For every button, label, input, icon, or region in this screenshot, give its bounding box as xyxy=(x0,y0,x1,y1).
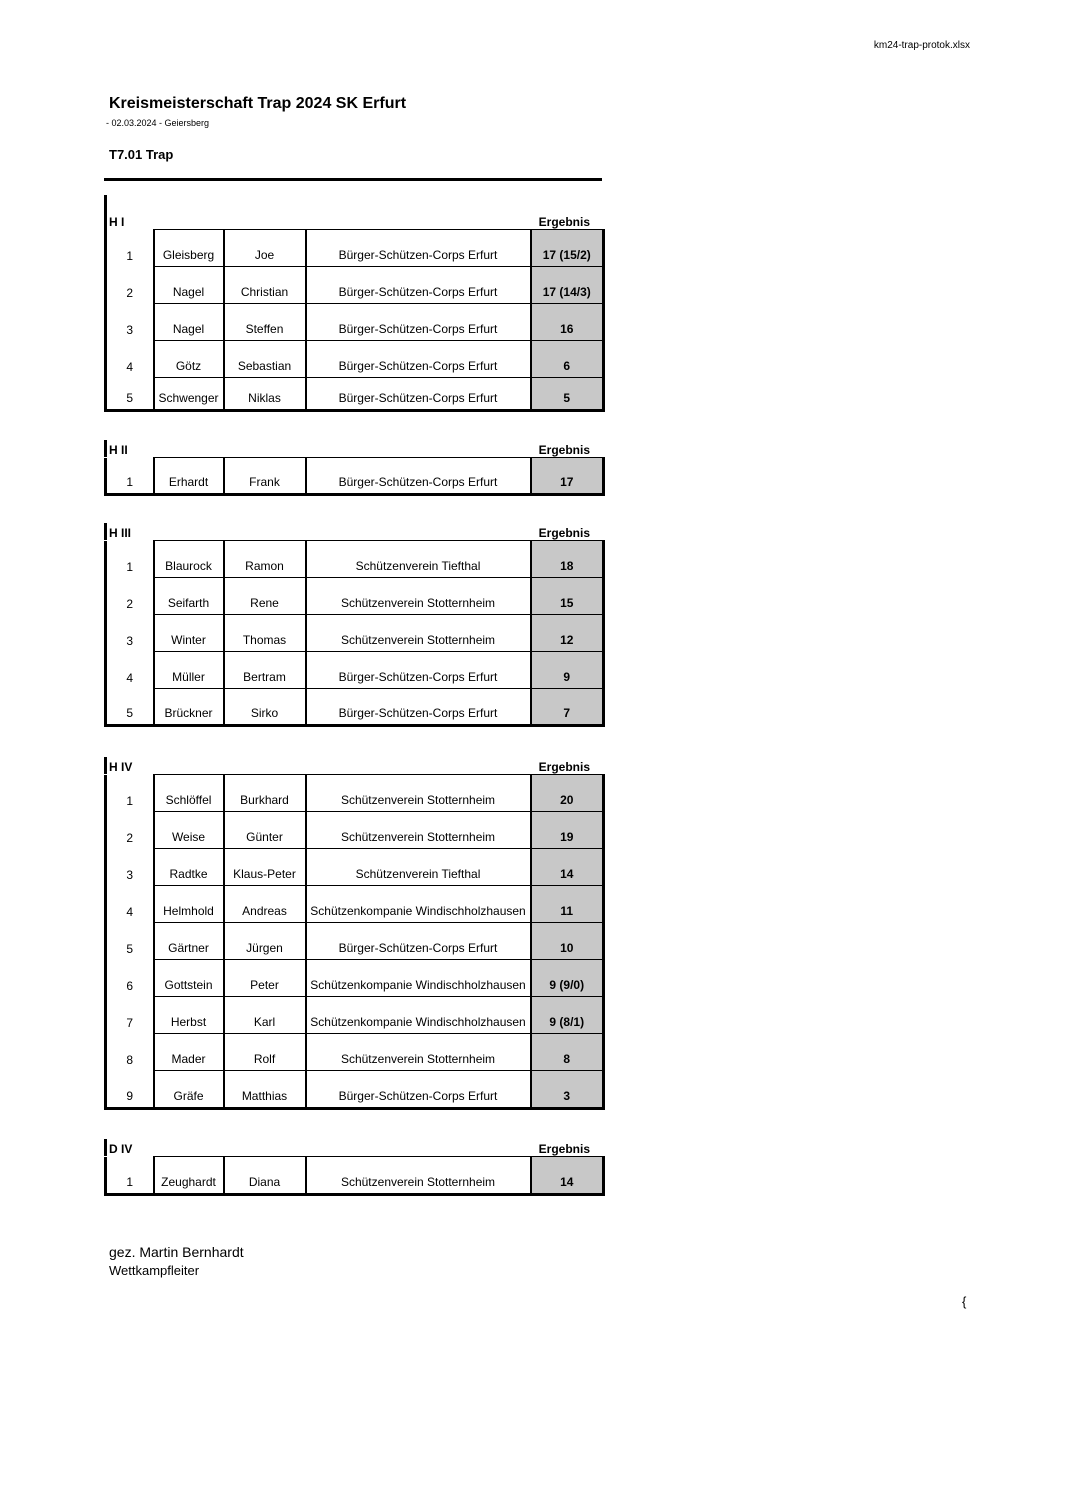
group-label: H IV xyxy=(109,760,133,774)
result-table xyxy=(104,774,605,1110)
result-group xyxy=(104,212,602,412)
table-row xyxy=(106,230,604,267)
rank-cell: 5 xyxy=(106,378,154,411)
group-label: H I xyxy=(109,215,125,229)
last-name-cell: Brückner xyxy=(154,689,224,726)
result-cell: 5 xyxy=(531,378,604,411)
club-cell: Bürger-Schützen-Corps Erfurt xyxy=(306,652,531,689)
group-label: D IV xyxy=(109,1142,133,1156)
result-column-header: Ergebnis xyxy=(538,215,590,229)
first-name-cell: Matthias xyxy=(224,1071,306,1109)
last-name-cell: Winter xyxy=(154,615,224,652)
result-cell: 18 xyxy=(531,541,604,578)
club-cell: Bürger-Schützen-Corps Erfurt xyxy=(306,304,531,341)
table-row xyxy=(106,267,604,304)
table-row xyxy=(106,997,604,1034)
result-cell: 8 xyxy=(531,1034,604,1071)
rank-cell: 4 xyxy=(106,886,154,923)
rank-cell: 3 xyxy=(106,849,154,886)
first-name-cell: Sirko xyxy=(224,689,306,726)
result-cell: 14 xyxy=(531,849,604,886)
first-name-cell: Klaus-Peter xyxy=(224,849,306,886)
result-cell: 19 xyxy=(531,812,604,849)
result-cell: 17 (14/3) xyxy=(531,267,604,304)
group-header-bar xyxy=(104,757,107,774)
club-cell: Schützenverein Stotternheim xyxy=(306,1034,531,1071)
last-name-cell: Zeughardt xyxy=(154,1157,224,1195)
club-cell: Bürger-Schützen-Corps Erfurt xyxy=(306,378,531,411)
last-name-cell: Schwenger xyxy=(154,378,224,411)
rank-cell: 2 xyxy=(106,578,154,615)
club-cell: Schützenverein Tiefthal xyxy=(306,849,531,886)
table-row xyxy=(106,960,604,997)
table-row xyxy=(106,923,604,960)
result-cell: 15 xyxy=(531,578,604,615)
last-name-cell: Schlöffel xyxy=(154,775,224,812)
last-name-cell: Weise xyxy=(154,812,224,849)
club-cell: Bürger-Schützen-Corps Erfurt xyxy=(306,689,531,726)
result-group xyxy=(104,523,602,727)
table-row xyxy=(106,1071,604,1109)
rank-cell: 2 xyxy=(106,812,154,849)
last-name-cell: Seifarth xyxy=(154,578,224,615)
rank-cell: 1 xyxy=(106,458,154,495)
signer-name: gez. Martin Bernhardt xyxy=(109,1244,244,1260)
last-name-cell: Gärtner xyxy=(154,923,224,960)
first-name-cell: Peter xyxy=(224,960,306,997)
rank-cell: 4 xyxy=(106,341,154,378)
table-row xyxy=(106,689,604,726)
rank-cell: 8 xyxy=(106,1034,154,1071)
club-cell: Schützenverein Tiefthal xyxy=(306,541,531,578)
group-label: H III xyxy=(109,526,132,540)
signer-role: Wettkampfleiter xyxy=(109,1263,200,1278)
rank-cell: 1 xyxy=(106,1157,154,1195)
result-cell: 9 (8/1) xyxy=(531,997,604,1034)
result-cell: 10 xyxy=(531,923,604,960)
group-label: H II xyxy=(109,443,128,457)
last-name-cell: Nagel xyxy=(154,304,224,341)
rank-cell: 3 xyxy=(106,615,154,652)
first-name-cell: Rene xyxy=(224,578,306,615)
discipline-title: T7.01 Trap xyxy=(109,147,174,162)
club-cell: Schützenverein Stotternheim xyxy=(306,775,531,812)
document-title: Kreismeisterschaft Trap 2024 SK Erfurt xyxy=(109,95,407,112)
result-column-header: Ergebnis xyxy=(538,443,590,457)
result-column-header: Ergebnis xyxy=(538,1142,590,1156)
first-name-cell: Bertram xyxy=(224,652,306,689)
rank-cell: 2 xyxy=(106,267,154,304)
result-column-header: Ergebnis xyxy=(538,760,590,774)
result-cell: 12 xyxy=(531,615,604,652)
first-name-cell: Diana xyxy=(224,1157,306,1195)
table-row xyxy=(106,1034,604,1071)
group-header xyxy=(104,523,602,540)
club-cell: Schützenverein Stotternheim xyxy=(306,1157,531,1195)
first-name-cell: Andreas xyxy=(224,886,306,923)
last-name-cell: Blaurock xyxy=(154,541,224,578)
first-name-cell: Ramon xyxy=(224,541,306,578)
result-table xyxy=(104,229,605,412)
rank-cell: 4 xyxy=(106,652,154,689)
result-cell: 9 (9/0) xyxy=(531,960,604,997)
group-header-bar xyxy=(104,440,107,457)
last-name-cell: Gleisberg xyxy=(154,230,224,267)
last-name-cell: Götz xyxy=(154,341,224,378)
club-cell: Bürger-Schützen-Corps Erfurt xyxy=(306,341,531,378)
group-header xyxy=(104,757,602,774)
table-row xyxy=(106,378,604,411)
rank-cell: 1 xyxy=(106,541,154,578)
rank-cell: 5 xyxy=(106,689,154,726)
group-header-bar xyxy=(104,212,107,229)
file-name: km24-trap-protok.xlsx xyxy=(873,40,970,51)
table-row xyxy=(106,849,604,886)
table-row xyxy=(106,775,604,812)
first-name-cell: Frank xyxy=(224,458,306,495)
result-group xyxy=(104,757,602,1110)
table-row xyxy=(106,458,604,495)
first-name-cell: Sebastian xyxy=(224,341,306,378)
result-group xyxy=(104,1139,602,1196)
first-name-cell: Niklas xyxy=(224,378,306,411)
rank-cell: 7 xyxy=(106,997,154,1034)
result-table xyxy=(104,540,605,727)
club-cell: Bürger-Schützen-Corps Erfurt xyxy=(306,458,531,495)
last-name-cell: Nagel xyxy=(154,267,224,304)
rank-cell: 5 xyxy=(106,923,154,960)
last-name-cell: Mader xyxy=(154,1034,224,1071)
first-name-cell: Rolf xyxy=(224,1034,306,1071)
table-row xyxy=(106,1157,604,1195)
result-group xyxy=(104,440,602,496)
club-cell: Schützenverein Stotternheim xyxy=(306,578,531,615)
club-cell: Schützenverein Stotternheim xyxy=(306,812,531,849)
first-name-cell: Steffen xyxy=(224,304,306,341)
club-cell: Schützenkompanie Windischholzhausen xyxy=(306,886,531,923)
group-header xyxy=(104,440,602,457)
rank-cell: 3 xyxy=(106,304,154,341)
result-column-header: Ergebnis xyxy=(538,526,590,540)
group-header-bar xyxy=(104,523,107,540)
result-cell: 9 xyxy=(531,652,604,689)
last-name-cell: Gräfe xyxy=(154,1071,224,1109)
result-cell: 6 xyxy=(531,341,604,378)
last-name-cell: Radtke xyxy=(154,849,224,886)
first-name-cell: Burkhard xyxy=(224,775,306,812)
rank-cell: 1 xyxy=(106,230,154,267)
table-row xyxy=(106,578,604,615)
result-cell: 17 (15/2) xyxy=(531,230,604,267)
first-name-cell: Karl xyxy=(224,997,306,1034)
date-location: - 02.03.2024 - Geiersberg xyxy=(106,118,210,128)
club-cell: Bürger-Schützen-Corps Erfurt xyxy=(306,267,531,304)
last-name-cell: Müller xyxy=(154,652,224,689)
last-name-cell: Erhardt xyxy=(154,458,224,495)
last-name-cell: Herbst xyxy=(154,997,224,1034)
result-cell: 17 xyxy=(531,458,604,495)
first-name-cell: Thomas xyxy=(224,615,306,652)
table-row xyxy=(106,812,604,849)
first-name-cell: Joe xyxy=(224,230,306,267)
result-cell: 16 xyxy=(531,304,604,341)
result-cell: 11 xyxy=(531,886,604,923)
first-name-cell: Günter xyxy=(224,812,306,849)
table-row xyxy=(106,341,604,378)
result-table xyxy=(104,457,605,496)
table-row xyxy=(106,541,604,578)
club-cell: Bürger-Schützen-Corps Erfurt xyxy=(306,1071,531,1109)
club-cell: Schützenkompanie Windischholzhausen xyxy=(306,997,531,1034)
group-header xyxy=(104,212,602,229)
result-cell: 20 xyxy=(531,775,604,812)
rank-cell: 1 xyxy=(106,775,154,812)
table-row xyxy=(106,304,604,341)
rank-cell: 9 xyxy=(106,1071,154,1109)
result-cell: 14 xyxy=(531,1157,604,1195)
group-header-bar xyxy=(104,1139,107,1156)
club-cell: Bürger-Schützen-Corps Erfurt xyxy=(306,230,531,267)
result-cell: 3 xyxy=(531,1071,604,1109)
header-rule xyxy=(104,178,602,181)
last-name-cell: Gottstein xyxy=(154,960,224,997)
result-table xyxy=(104,1156,605,1196)
club-cell: Bürger-Schützen-Corps Erfurt xyxy=(306,923,531,960)
last-name-cell: Helmhold xyxy=(154,886,224,923)
first-name-cell: Christian xyxy=(224,267,306,304)
result-cell: 7 xyxy=(531,689,604,726)
group-header xyxy=(104,1139,602,1156)
club-cell: Schützenkompanie Windischholzhausen xyxy=(306,960,531,997)
club-cell: Schützenverein Stotternheim xyxy=(306,615,531,652)
rank-cell: 6 xyxy=(106,960,154,997)
first-name-cell: Jürgen xyxy=(224,923,306,960)
table-row xyxy=(106,886,604,923)
table-row xyxy=(106,615,604,652)
table-row xyxy=(106,652,604,689)
footer-mark: { xyxy=(962,1294,967,1309)
